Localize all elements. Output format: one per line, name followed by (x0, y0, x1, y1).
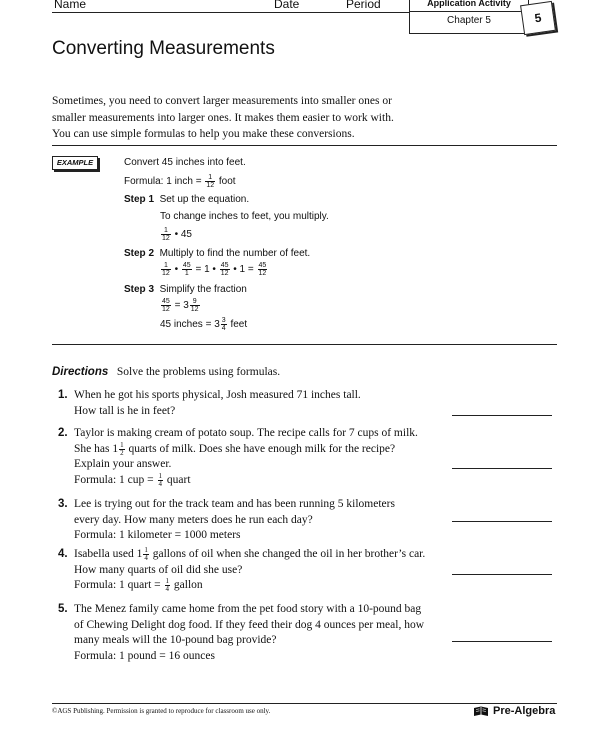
answer-line-1[interactable] (452, 415, 552, 416)
step-1-detail: To change inches to feet, you multiply. (160, 211, 329, 222)
fraction: $\frac{45}{12}$ (162, 298, 170, 313)
brand-name: Pre-Algebra (493, 705, 556, 717)
answer-line-5[interactable] (452, 641, 552, 642)
question-1: 1. When he got his sports physical, Josh measured 71 inches tall. How tall is he in feet? (58, 389, 361, 417)
fraction: $\frac{9}{12}$ (190, 298, 199, 313)
page-title: Converting Measurements (52, 38, 275, 59)
example-formula: Formula: 1 inch = $\frac{1}{12}$ foot (124, 174, 236, 189)
footer-rule (52, 703, 557, 704)
example-prompt: Convert 45 inches into feet. (124, 157, 246, 168)
question-3: 3. Lee is trying out for the track team and has been running 5 kilometers every day. How many meters does he run each day? Formula: 1 kilometer = 1000 meters (58, 498, 395, 541)
date-label: Date (274, 0, 300, 11)
fraction: $\frac{3}{4}$ (221, 317, 226, 332)
activity-label: Application Activity (410, 0, 528, 12)
chapter-label: Chapter 5 (447, 15, 491, 26)
answer-line-4[interactable] (452, 574, 552, 575)
example-top-rule (52, 145, 557, 146)
header-rule (52, 12, 410, 13)
intro-line: Sometimes, you need to convert larger measurements into smaller ones or (52, 95, 392, 107)
question-2: 2. Taylor is making cream of potato soup. The recipe calls for 7 cups of milk. She has 1 $\frac{1}{2}$ quarts of milk. Does she have enough milk for the recipe? Explain your answer. Formula: 1 cup = $\frac{1}{4}$ quart (58, 427, 418, 488)
activity-number-tag (520, 1, 556, 35)
step-3-result: 45 inches = 3 $\frac{3}{4}$ feet (160, 317, 248, 332)
fraction: $\frac{45}{12}$ (258, 262, 267, 277)
question-5: 5. The Menez family came home from the pet food story with a 10-pound bag of Chewing Delight dog food. If they feed their dog 4 ounces per meal, how many meals will the 10-pound bag provide? Formula: 1 pound = 16 ounces (58, 603, 425, 662)
answer-line-3[interactable] (452, 521, 552, 522)
intro-paragraph (52, 93, 394, 143)
chapter-box (409, 0, 529, 34)
activity-number: 5 (533, 10, 543, 26)
name-label: Name (54, 0, 87, 11)
example-bottom-rule (52, 344, 557, 345)
step-3-expression: $\frac{45}{12}$ = 3 $\frac{9}{12}$ (162, 298, 199, 313)
fraction: $\frac{1}{12}$ (162, 227, 170, 242)
directions-label: Directions (52, 366, 109, 378)
question-4: 4. Isabella used 1 $\frac{1}{4}$ gallons of oil when she changed the oil in her brother’s car. How many quarts of oil did she use? Formula: 1 quart = $\frac{1}{4}$ gallon (58, 546, 426, 594)
fraction: $\frac{45}{12}$ (220, 262, 229, 277)
fraction: $\frac{1}{4}$ (158, 471, 163, 488)
fraction: $\frac{1}{12}$ (206, 174, 215, 189)
step-2-expression: $\frac{1}{12}$ • $\frac{45}{1}$ = 1 • $\frac{45}{12}$ • 1 = $\frac{45}{12}$ (162, 262, 267, 277)
step-2: Step 2 Multiply to find the number of feet. (124, 248, 311, 259)
fraction: $\frac{1}{4}$ (165, 577, 170, 594)
intro-line: You can use simple formulas to help you make these conversions. (52, 128, 355, 140)
intro-line: smaller measurements into larger ones. It makes them easier to work with. (52, 111, 394, 124)
fraction: $\frac{1}{12}$ (162, 262, 170, 277)
directions-text: Solve the problems using formulas. (116, 366, 281, 378)
answer-line-2[interactable] (452, 468, 552, 469)
directions (52, 366, 280, 378)
fraction: $\frac{1}{4}$ (144, 546, 148, 562)
step-3: Step 3 Simplify the fraction (124, 284, 247, 295)
example-badge: EXAMPLE (52, 156, 98, 170)
fraction: $\frac{1}{2}$ (120, 440, 124, 457)
brand (473, 705, 555, 717)
copyright: ©AGS Publishing. Permission is granted to reproduce for classroom use only. (52, 707, 271, 715)
fraction: $\frac{45}{1}$ (182, 262, 191, 277)
period-label: Period (346, 0, 381, 11)
step-1-expression: $\frac{1}{12}$ • 45 (162, 227, 192, 242)
step-1: Step 1 Set up the equation. (124, 194, 250, 205)
book-icon (473, 706, 489, 717)
